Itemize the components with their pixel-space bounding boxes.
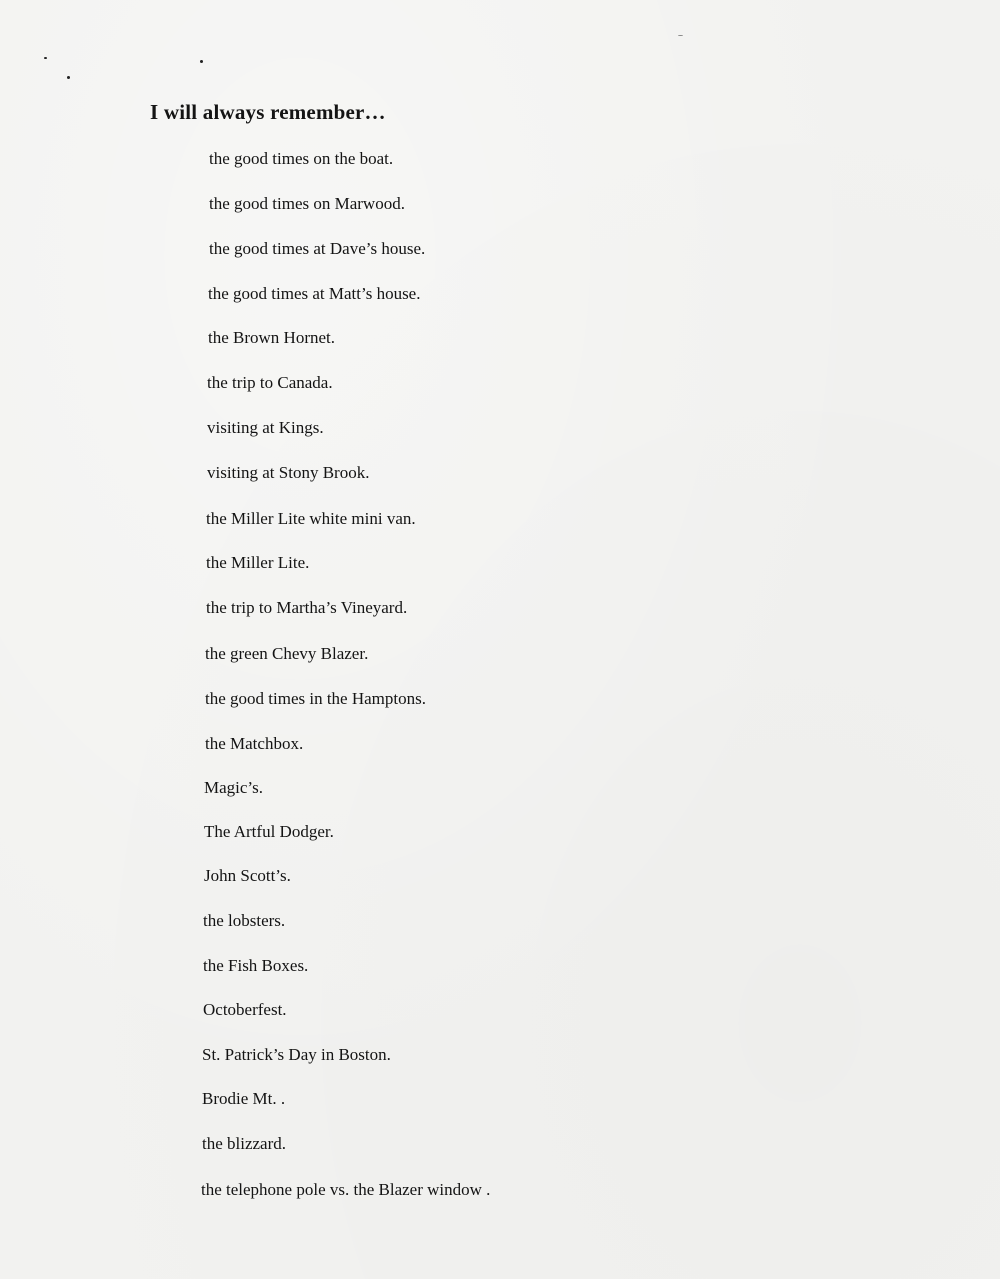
- list-item: Magic’s.: [204, 778, 264, 797]
- scan-speck: [44, 57, 47, 59]
- list-item: Brodie Mt. .: [202, 1089, 286, 1108]
- list-item: The Artful Dodger.: [204, 822, 334, 841]
- list-item: the good times on Marwood.: [209, 194, 405, 213]
- list-item: St. Patrick’s Day in Boston.: [202, 1045, 391, 1064]
- list-item: the good times in the Hamptons.: [205, 689, 426, 708]
- list-item: the lobsters.: [203, 911, 286, 930]
- list-item: John Scott’s.: [204, 866, 291, 885]
- list-item: the good times on the boat.: [209, 149, 394, 168]
- list-item: visiting at Stony Brook.: [207, 463, 370, 482]
- list-item: the Matchbox.: [205, 734, 304, 753]
- list-item: the Fish Boxes.: [203, 956, 309, 975]
- scan-speck: [67, 76, 70, 79]
- list-item: the trip to Canada.: [207, 373, 333, 392]
- list-item: the Miller Lite.: [206, 553, 310, 572]
- scan-speck: [200, 60, 203, 63]
- list-item: visiting at Kings.: [207, 418, 324, 437]
- list-item: the green Chevy Blazer.: [205, 644, 369, 663]
- list-item: Octoberfest.: [203, 1000, 287, 1019]
- list-item: the good times at Dave’s house.: [209, 239, 426, 258]
- list-item: the good times at Matt’s house.: [208, 284, 421, 303]
- list-item: the telephone pole vs. the Blazer window .: [201, 1180, 491, 1199]
- list-item: the trip to Martha’s Vineyard.: [206, 598, 408, 617]
- list-item: the blizzard.: [202, 1134, 287, 1153]
- list-item: the Miller Lite white mini van.: [206, 509, 416, 528]
- list-item: the Brown Hornet.: [208, 328, 336, 347]
- page-heading: I will always remember…: [150, 100, 386, 124]
- scan-speck: [678, 35, 683, 36]
